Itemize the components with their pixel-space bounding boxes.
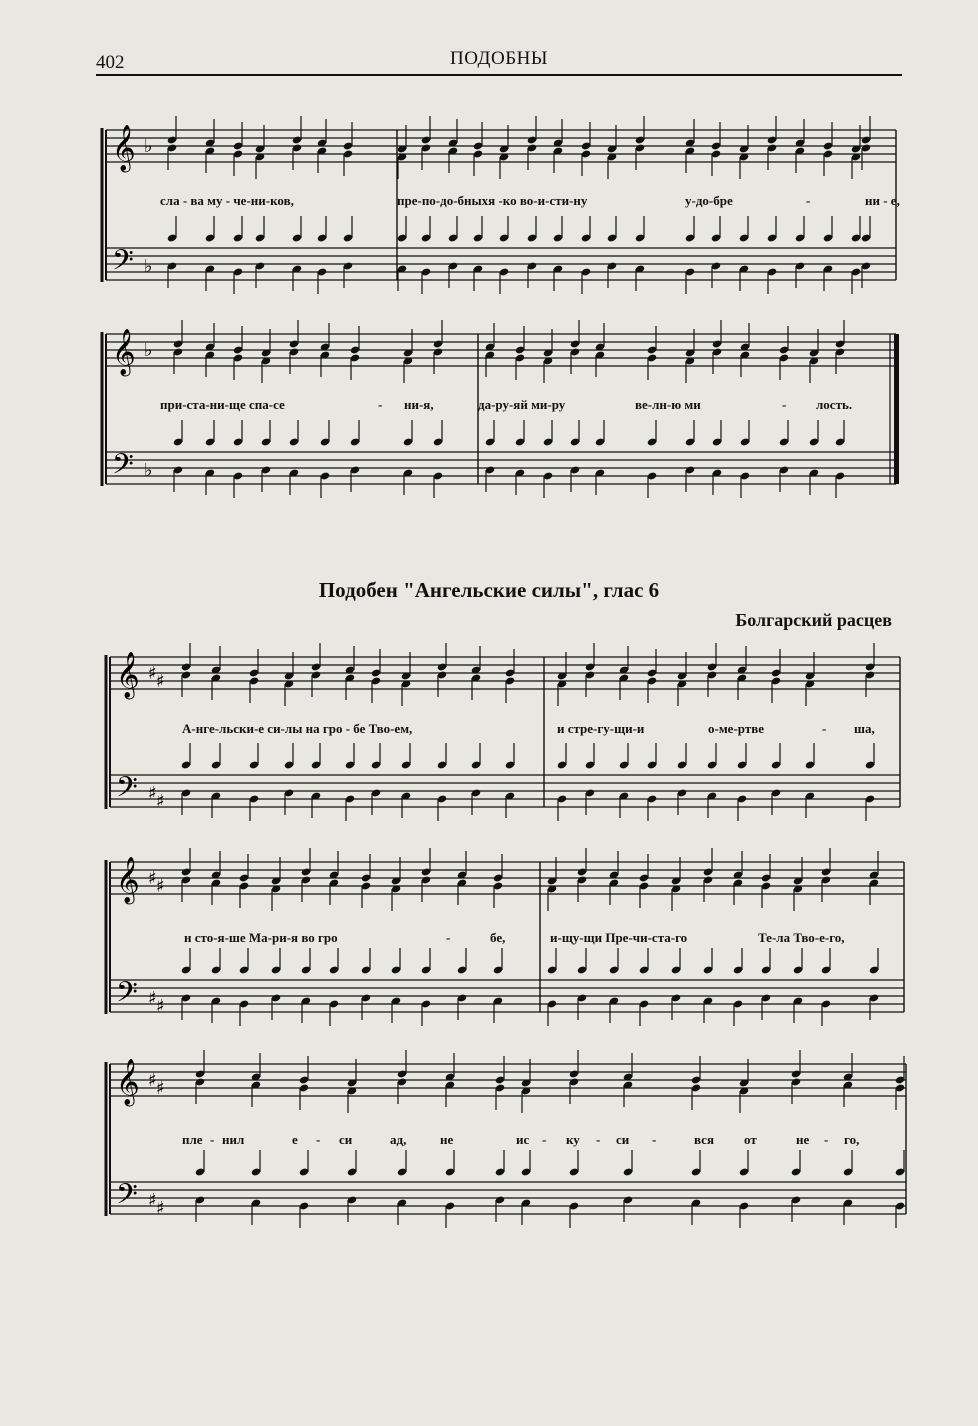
svg-text:♯: ♯ — [148, 663, 157, 684]
lyric-segment: ни - е, — [865, 193, 900, 208]
lyric-segment: - — [316, 1132, 321, 1147]
lyric-segment: не — [440, 1132, 454, 1147]
svg-text:𝄢: 𝄢 — [116, 771, 138, 811]
svg-text:𝄞: 𝄞 — [112, 125, 136, 171]
svg-text:♯: ♯ — [148, 988, 157, 1009]
lyric-segment: пре-по-до-бныхя -ко во-и-сти-ну — [397, 193, 588, 208]
lyric-segment: ад, — [390, 1132, 407, 1147]
svg-text:♭: ♭ — [144, 256, 153, 277]
svg-text:♯: ♯ — [148, 783, 157, 804]
lyric-segment: и-щу-щи Пре-чи-ста-го — [550, 930, 688, 945]
lyric-segment: Те-ла Тво-е-го, — [758, 930, 845, 945]
svg-text:𝄢: 𝄢 — [116, 976, 138, 1016]
music-system-3 — [104, 645, 904, 825]
svg-text:𝄢: 𝄢 — [116, 1178, 138, 1218]
lyric-segment: лость. — [816, 397, 853, 412]
lyric-segment: н сто-я-ше Ма-ри-я во гро — [184, 930, 338, 945]
svg-text:♯: ♯ — [148, 1190, 157, 1211]
lyric-segment: вся — [694, 1132, 714, 1147]
lyric-segment: у-до-бре — [685, 193, 733, 208]
lyric-segment: да-ру-яй ми-ру — [478, 397, 566, 412]
svg-text:𝄞: 𝄞 — [116, 1059, 140, 1105]
lyric-segment: сла - ва му - че-ни-ков, — [160, 193, 294, 208]
lyric-segment: - — [542, 1132, 547, 1147]
piece-subtitle: Болгарский расцев — [735, 610, 892, 630]
page-number: 402 — [96, 52, 125, 73]
lyric-segment: от — [744, 1132, 757, 1147]
header-rule — [96, 74, 902, 76]
lyric-segment: - — [652, 1132, 657, 1147]
svg-text:♯: ♯ — [156, 791, 165, 812]
lyric-segment: ис — [516, 1132, 530, 1147]
svg-text:♯: ♯ — [148, 1070, 157, 1091]
lyric-segment: ни-я, — [404, 397, 434, 412]
svg-text:♯: ♯ — [156, 876, 165, 897]
lyric-segment: е — [292, 1132, 298, 1147]
lyric-segment: - — [806, 193, 811, 208]
lyric-segment: си — [339, 1132, 353, 1147]
lyric-segment: А-нге-льски-е си-лы на гро - бе Тво-ем, — [182, 721, 413, 736]
music-system-5 — [104, 1052, 910, 1242]
svg-text:𝄢: 𝄢 — [112, 448, 134, 488]
music-system-2 — [100, 322, 900, 502]
piece-title: Подобен "Ангельские силы", глас 6 — [318, 578, 660, 602]
lyric-segment: - — [822, 721, 827, 736]
lyric-segment: и стре-гу-щи-и — [557, 721, 645, 736]
lyric-segment: си — [616, 1132, 630, 1147]
lyric-segment: го, — [844, 1132, 860, 1147]
svg-text:𝄞: 𝄞 — [116, 652, 140, 698]
music-system-4 — [104, 850, 908, 1030]
svg-text:♯: ♯ — [156, 1078, 165, 1099]
lyric-segment: нил — [222, 1132, 245, 1147]
lyric-segment: при-ста-ни-ще спа-се — [160, 397, 285, 412]
svg-text:𝄞: 𝄞 — [112, 329, 136, 375]
lyric-segment: ку — [566, 1132, 580, 1147]
svg-text:♯: ♯ — [156, 671, 165, 692]
lyric-segment: - — [782, 397, 787, 412]
svg-text:♭: ♭ — [144, 340, 153, 361]
lyric-segment: - — [210, 1132, 215, 1147]
svg-text:♯: ♯ — [156, 996, 165, 1017]
svg-text:♭: ♭ — [144, 136, 153, 157]
svg-text:♯: ♯ — [148, 868, 157, 889]
svg-text:𝄢: 𝄢 — [112, 244, 134, 284]
lyric-segment: - — [824, 1132, 829, 1147]
running-title: ПОДОБНЫ — [450, 48, 548, 69]
lyric-segment: - — [446, 930, 451, 945]
svg-text:𝄞: 𝄞 — [116, 857, 140, 903]
lyric-segment: о-ме-ртве — [708, 721, 765, 736]
svg-text:♭: ♭ — [144, 460, 153, 481]
music-system-1 — [100, 118, 900, 298]
lyric-segment: ша, — [854, 721, 875, 736]
svg-text:♯: ♯ — [156, 1198, 165, 1219]
lyric-segment: бе, — [490, 930, 506, 945]
lyric-segment: не — [796, 1132, 810, 1147]
page-header — [96, 46, 902, 76]
lyric-segment: - — [378, 397, 383, 412]
lyric-segment: пле — [182, 1132, 203, 1147]
lyric-segment: ве-лн-ю ми — [635, 397, 701, 412]
lyric-segment: - — [596, 1132, 601, 1147]
